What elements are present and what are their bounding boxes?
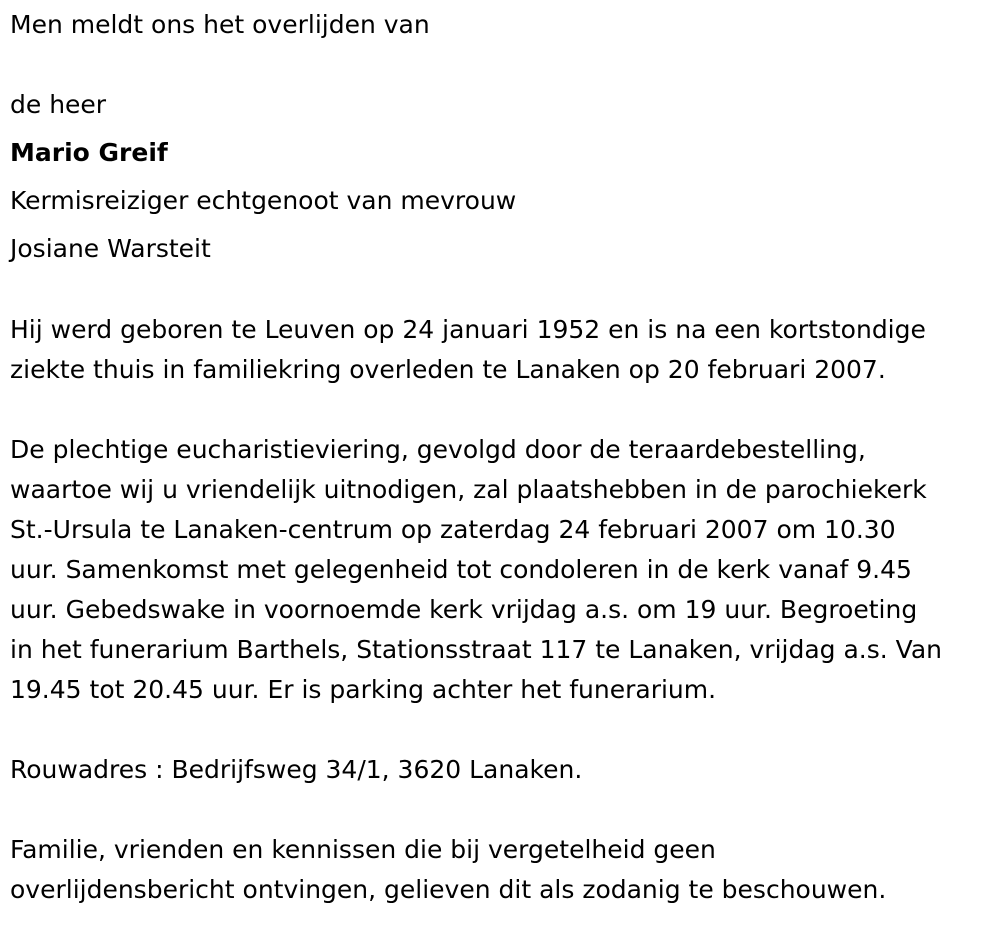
ceremony-line: St.-Ursula te Lanaken-centrum op zaterdag 24 februari 2007 om 10.30 (10, 515, 896, 544)
ceremony-line: in het funerarium Barthels, Stationsstraat 117 te Lanaken, vrijdag a.s. Van (10, 635, 942, 664)
closing-line: Familie, vrienden en kennissen die bij vergetelheid geen (10, 835, 716, 864)
ceremony-line: 19.45 tot 20.45 uur. Er is parking achter het funerarium. (10, 675, 717, 704)
mourning-address: Rouwadres : Bedrijfsweg 34/1, 3620 Lanaken. (10, 755, 583, 784)
spouse-name: Josiane Warsteit (10, 234, 211, 263)
ceremony-line: uur. Samenkomst met gelegenheid tot condoleren in de kerk vanaf 9.45 (10, 555, 912, 584)
occupation-spouse: Kermisreiziger echtgenoot van mevrouw (10, 186, 517, 215)
honorific: de heer (10, 90, 107, 119)
ceremony-line: uur. Gebedswake in voornoemde kerk vrijdag a.s. om 19 uur. Begroeting (10, 595, 918, 624)
birth-death-line: ziekte thuis in familiekring overleden te Lanaken op 20 februari 2007. (10, 355, 886, 384)
ceremony-line: waartoe wij u vriendelijk uitnodigen, zal plaatshebben in de parochiekerk (10, 475, 927, 504)
birth-death-line: Hij werd geboren te Leuven op 24 januari 1952 en is na een kortstondige (10, 315, 926, 344)
closing-line: overlijdensbericht ontvingen, gelieven dit als zodanig te beschouwen. (10, 875, 887, 904)
ceremony-line: De plechtige eucharistieviering, gevolgd door de teraardebestelling, (10, 435, 866, 464)
intro-text: Men meldt ons het overlijden van (10, 10, 430, 39)
deceased-name: Mario Greif (10, 138, 168, 167)
